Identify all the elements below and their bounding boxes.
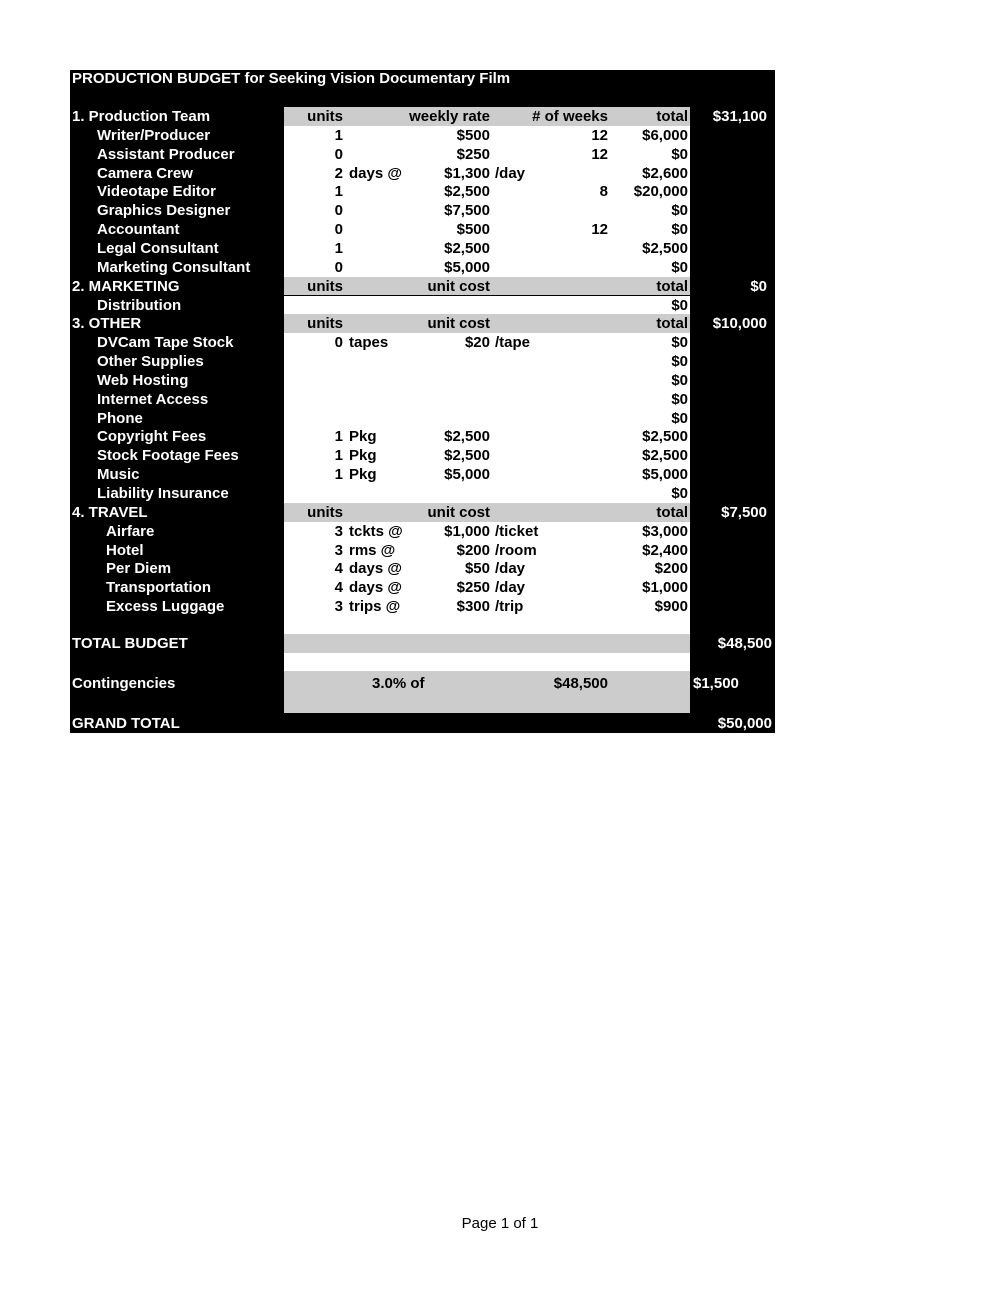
line-item-rate: $1,300	[444, 164, 490, 182]
header-total: total	[656, 108, 688, 125]
line-item-name: DVCam Tape Stock	[97, 334, 234, 352]
line-item-total: $2,500	[642, 428, 688, 446]
grand-total-label: GRAND TOTAL	[72, 715, 180, 732]
line-item-units: 1	[334, 466, 343, 484]
line-item-units: 3	[334, 522, 343, 540]
line-item-name: Accountant	[97, 221, 180, 239]
line-item-units: 0	[334, 334, 343, 352]
section-total: $7,500	[721, 503, 767, 521]
line-item-name: Writer/Producer	[97, 126, 211, 144]
total-budget-label: TOTAL BUDGET	[72, 635, 188, 652]
line-item-unit-label: days @	[349, 164, 402, 182]
line-item-total: $5,000	[642, 466, 688, 484]
line-item-name: Other Supplies	[97, 353, 204, 371]
line-item-rate: $500	[456, 126, 490, 144]
line-item-name: Excess Luggage	[106, 598, 225, 616]
line-item-rate: $2,500	[444, 183, 490, 201]
header-weeks: # of weeks	[532, 108, 608, 125]
line-item-total: $200	[654, 560, 688, 578]
line-item-total: $900	[654, 598, 688, 616]
line-item-units: 1	[334, 239, 343, 257]
page-footer: Page 1 of 1	[461, 1215, 539, 1232]
grand-total-value: $50,000	[717, 715, 772, 732]
line-item-unit-label: rms @	[349, 541, 396, 559]
line-item-total: $0	[671, 390, 688, 408]
section-total: $10,000	[712, 315, 767, 333]
header-rate: unit cost	[427, 503, 490, 521]
line-item-unit-label: trips @	[349, 598, 401, 616]
line-item-total: $2,500	[642, 239, 688, 257]
line-item-per: /ticket	[495, 522, 539, 540]
line-item-name: Airfare	[106, 522, 155, 540]
contingencies-label: Contingencies	[72, 675, 176, 692]
header-units: units	[307, 315, 343, 333]
line-item-total: $0	[671, 258, 688, 276]
line-item-unit-label: days @	[349, 579, 402, 597]
line-item-total: $20,000	[633, 183, 688, 201]
line-item-rate: $7,500	[444, 202, 490, 220]
header-rate: unit cost	[427, 277, 490, 295]
header-units: units	[307, 277, 343, 295]
line-item-total: $0	[671, 202, 688, 220]
line-item-total: $0	[671, 485, 688, 502]
line-item-total: $0	[671, 334, 688, 352]
line-item-units: 4	[334, 560, 343, 578]
line-item-rate: $2,500	[444, 239, 490, 257]
line-item-rate: $250	[456, 145, 490, 163]
line-item-total: $0	[671, 371, 688, 389]
line-item-total: $0	[671, 221, 688, 239]
line-item-name: Internet Access	[97, 390, 209, 408]
header-rate: weekly rate	[409, 108, 490, 125]
contingencies-base: $48,500	[553, 675, 608, 692]
line-item-name: Stock Footage Fees	[97, 447, 239, 465]
line-item-rate: $2,500	[444, 428, 490, 446]
line-item-weeks: 12	[591, 145, 608, 163]
line-item-total: $3,000	[642, 522, 688, 540]
line-item-units: 0	[334, 145, 343, 163]
line-item-rate: $300	[456, 598, 490, 616]
line-item-per: /day	[495, 164, 526, 182]
line-item-total: $0	[671, 145, 688, 163]
line-item-total: $0	[671, 409, 688, 427]
line-item-per: /day	[495, 560, 526, 578]
line-item-units: 2	[334, 164, 343, 182]
line-item-total: $1,000	[642, 579, 688, 597]
line-item-total: $2,500	[642, 447, 688, 465]
line-item-name: Videotape Editor	[97, 183, 216, 201]
line-item-name: Phone	[97, 409, 143, 427]
line-item-name: Camera Crew	[97, 164, 193, 182]
line-item-weeks: 8	[599, 183, 608, 201]
line-item-per: /tape	[495, 334, 531, 352]
page-title: PRODUCTION BUDGET for Seeking Vision Documentary Film	[72, 70, 511, 87]
line-item-name: Hotel	[106, 541, 144, 559]
line-item-name: Graphics Designer	[97, 202, 231, 220]
line-item-rate: $50	[464, 560, 490, 578]
line-item-units: 4	[334, 579, 343, 597]
contingencies-value: $1,500	[693, 675, 739, 692]
header-rate: unit cost	[427, 315, 490, 333]
total-budget-value: $48,500	[717, 635, 772, 652]
line-item-unit-label: tapes	[349, 334, 389, 352]
header-units: units	[307, 503, 343, 521]
line-item-rate: $2,500	[444, 447, 490, 465]
header-units: units	[307, 108, 343, 125]
line-item-name: Music	[97, 466, 140, 484]
line-item-rate: $20	[464, 334, 490, 352]
line-item-total: $2,400	[642, 541, 688, 559]
line-item-units: 3	[334, 598, 343, 616]
line-item-rate: $5,000	[444, 466, 490, 484]
line-item-weeks: 12	[591, 221, 608, 239]
line-item-rate: $5,000	[444, 258, 490, 276]
spacer-white	[284, 653, 690, 672]
section-total: $31,100	[712, 108, 767, 125]
line-item-unit-label: tckts @	[349, 522, 403, 540]
line-item-units: 1	[334, 447, 343, 465]
header-total: total	[656, 503, 688, 521]
spacer-white	[284, 615, 690, 634]
line-item-units: 0	[334, 258, 343, 276]
line-item-total: $0	[671, 353, 688, 371]
line-item-per: /room	[495, 541, 537, 559]
line-item-name: Liability Insurance	[97, 485, 229, 502]
line-item-rate: $250	[456, 579, 490, 597]
line-item-units: 1	[334, 126, 343, 144]
header-total: total	[656, 315, 688, 333]
line-item-name: Web Hosting	[97, 371, 189, 389]
line-item-per: /day	[495, 579, 526, 597]
line-item-units: 0	[334, 202, 343, 220]
line-item-units: 0	[334, 221, 343, 239]
line-item-total: $6,000	[642, 126, 688, 144]
line-item-units: 1	[334, 183, 343, 201]
line-item-name: Per Diem	[106, 560, 172, 578]
line-item-unit-label: Pkg	[349, 466, 377, 484]
section-label: 1. Production Team	[72, 108, 211, 125]
line-item-total: $2,600	[642, 164, 688, 182]
line-item-total: $0	[671, 296, 688, 314]
line-item-rate: $200	[456, 541, 490, 559]
line-item-name: Legal Consultant	[97, 239, 219, 257]
section-label: 2. MARKETING	[72, 277, 180, 295]
line-item-unit-label: days @	[349, 560, 402, 578]
line-item-name: Distribution	[97, 296, 182, 314]
line-item-units: 3	[334, 541, 343, 559]
line-item-unit-label: Pkg	[349, 447, 377, 465]
header-total: total	[656, 277, 688, 295]
line-item-name: Copyright Fees	[97, 428, 207, 446]
line-item-weeks: 12	[591, 126, 608, 144]
line-item-name: Transportation	[106, 579, 212, 597]
line-item-unit-label: Pkg	[349, 428, 377, 446]
line-item-per: /trip	[495, 598, 524, 616]
section-label: 3. OTHER	[72, 315, 142, 333]
section-total: $0	[750, 277, 767, 295]
line-item-name: Assistant Producer	[97, 145, 235, 163]
line-item-name: Marketing Consultant	[97, 258, 251, 276]
section-label: 4. TRAVEL	[72, 503, 148, 521]
line-item-rate: $1,000	[444, 522, 490, 540]
line-item-units: 1	[334, 428, 343, 446]
line-item-rate: $500	[456, 221, 490, 239]
contingencies-percent: 3.0% of	[372, 675, 425, 692]
